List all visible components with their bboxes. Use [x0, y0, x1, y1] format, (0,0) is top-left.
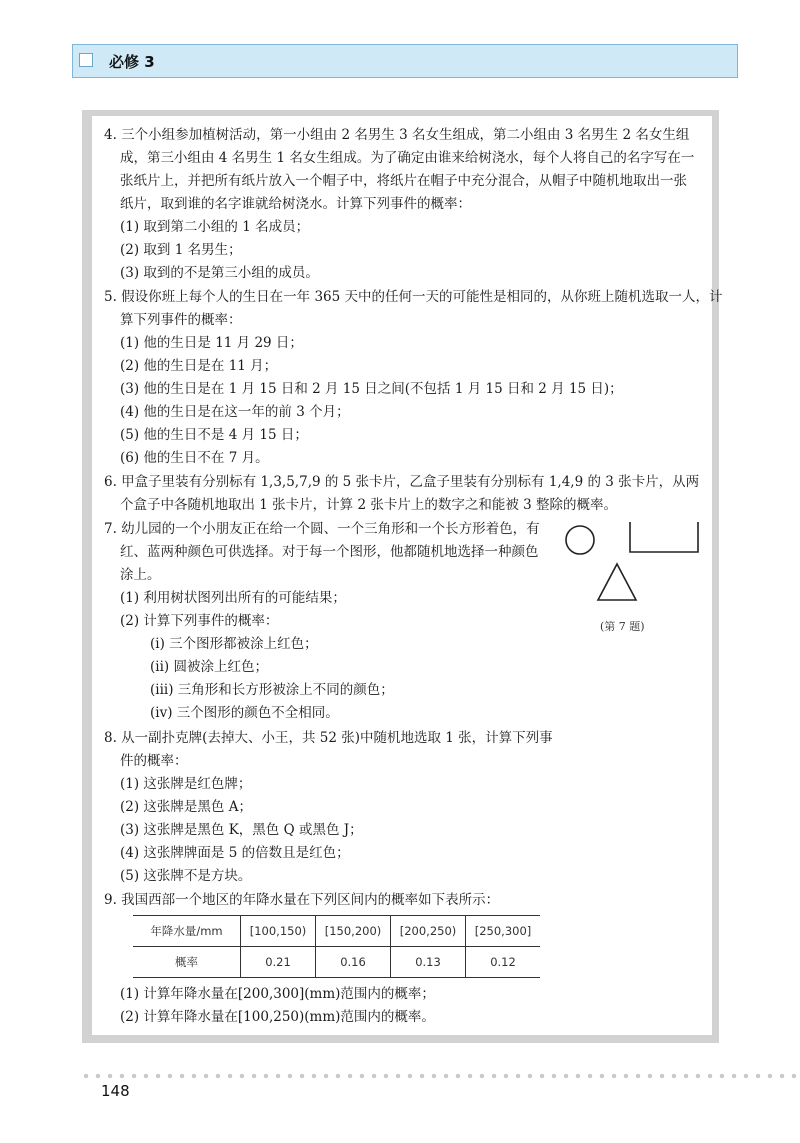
- problem-5-item-1: (1) 他的生日是 11 月 29 日；: [120, 335, 303, 351]
- problem-5-item-6: (6) 他的生日不在 7 月。: [120, 450, 269, 466]
- header-square-icon: [79, 53, 93, 67]
- problem-7-line-1: 7. 幼儿园的一个小朋友正在给一个圆、一个三角形和一个长方形着色，有: [104, 521, 540, 537]
- problem-8-item-2: (2) 这张牌是黑色 A；: [120, 799, 252, 815]
- table-header-cell: [200,250): [391, 916, 466, 947]
- problem-8-item-1: (1) 这张牌是红色牌；: [120, 776, 252, 792]
- problem-7-line-2: 红、蓝两种颜色可供选择。对于每一个图形，他都随机地选择一种颜色: [120, 544, 539, 560]
- problem-4-item-2: (2) 取到 1 名男生；: [120, 242, 242, 258]
- problem-4-item-3: (3) 取到的不是第三小组的成员。: [120, 265, 319, 281]
- problem-4-line-4: 纸片，取到谁的名字谁就给树浇水。计算下列事件的概率：: [120, 196, 471, 212]
- problem-4-line-1: 4. 三个小组参加植树活动，第一小组由 2 名男生 3 名女生组成，第二小组由 3 名男生 2 名女生组: [104, 127, 690, 143]
- problem-5-item-5: (5) 他的生日不是 4 月 15 日；: [120, 427, 308, 443]
- table-header-cell: 年降水量/mm: [133, 916, 241, 947]
- table-cell: 0.12: [466, 947, 541, 978]
- figure-caption: (第 7 题): [600, 620, 645, 633]
- rainfall-probability-table: [133, 915, 540, 978]
- problem-7-line-3: 涂上。: [120, 567, 161, 583]
- triangle-shape: [598, 564, 636, 600]
- problem-8-item-3: (3) 这张牌是黑色 K，黑色 Q 或黑色 J；: [120, 822, 363, 838]
- problem-9-item-2: (2) 计算年降水量在[100,250)(mm)范围内的概率。: [120, 1009, 435, 1025]
- problem-4-line-2: 成，第三小组由 4 名男生 1 名女生组成。为了确定由谁来给树浇水，每个人将自己的名字写在一: [120, 150, 695, 166]
- table-header-cell: [250,300]: [466, 916, 541, 947]
- problem-8-line-2: 件的概率：: [120, 753, 188, 769]
- table-header-cell: [100,150): [241, 916, 316, 947]
- problem-5-line-2: 算下列事件的概率：: [120, 312, 242, 328]
- table-row: [133, 947, 540, 978]
- problem-5-item-3: (3) 他的生日是在 1 月 15 日和 2 月 15 日之间(不包括 1 月 15 日和 2 月 15 日)；: [120, 381, 623, 397]
- footer-dot-divider: [80, 1072, 800, 1080]
- table-cell: 0.16: [316, 947, 391, 978]
- chapter-header: [72, 44, 738, 78]
- table-header-row: [133, 916, 540, 947]
- problem-4-item-1: (1) 取到第二小组的 1 名成员；: [120, 219, 310, 235]
- table-cell: 概率: [133, 947, 241, 978]
- problem-6-line-2: 个盒子中各随机地取出 1 张卡片，计算 2 张卡片上的数字之和能被 3 整除的概率。: [120, 497, 618, 513]
- problem-7-item-2: (2) 计算下列事件的概率：: [120, 613, 279, 629]
- problem-9-line-1: 9. 我国西部一个地区的年降水量在下列区间内的概率如下表所示：: [104, 892, 500, 908]
- problem-5-line-1: 5. 假设你班上每个人的生日在一年 365 天中的任何一天的可能性是相同的，从你班上随机选取一人，计: [104, 289, 723, 305]
- problem-4-line-3: 张纸片上，并把所有纸片放入一个帽子中，将纸片在帽子中充分混合，从帽子中随机地取出一张: [120, 173, 687, 189]
- table-cell: 0.13: [391, 947, 466, 978]
- chapter-title: 必修 3: [109, 53, 155, 71]
- table-header-cell: [150,200): [316, 916, 391, 947]
- page-number: 148: [101, 1082, 130, 1100]
- problem-7-item-1: (1) 利用树状图列出所有的可能结果；: [120, 590, 346, 606]
- problem-8-item-5: (5) 这张牌不是方块。: [120, 868, 252, 884]
- problem-7-subitem-3: (iii) 三角形和长方形被涂上不同的颜色；: [150, 682, 394, 698]
- problem-6-line-1: 6. 甲盒子里装有分别标有 1,3,5,7,9 的 5 张卡片，乙盒子里装有分别标有 1,4,9 的 3 张卡片，从两: [104, 474, 700, 490]
- problem-8-item-4: (4) 这张牌牌面是 5 的倍数且是红色；: [120, 845, 350, 861]
- table-cell: 0.21: [241, 947, 316, 978]
- circle-shape: [566, 526, 594, 554]
- problem-7-subitem-4: (iv) 三个图形的颜色不全相同。: [150, 705, 339, 721]
- problem-5-item-2: (2) 他的生日是在 11 月；: [120, 358, 278, 374]
- problem-7-subitem-2: (ii) 圆被涂上红色；: [150, 659, 268, 675]
- problem-8-line-1: 8. 从一副扑克牌(去掉大、小王，共 52 张)中随机地选取 1 张，计算下列事: [104, 730, 553, 746]
- problem-5-item-4: (4) 他的生日是在这一年的前 3 个月；: [120, 404, 350, 420]
- problem-9-item-1: (1) 计算年降水量在[200,300](mm)范围内的概率；: [120, 986, 435, 1002]
- rectangle-shape: [630, 522, 698, 552]
- problem-7-subitem-1: (i) 三个图形都被涂上红色；: [150, 636, 318, 652]
